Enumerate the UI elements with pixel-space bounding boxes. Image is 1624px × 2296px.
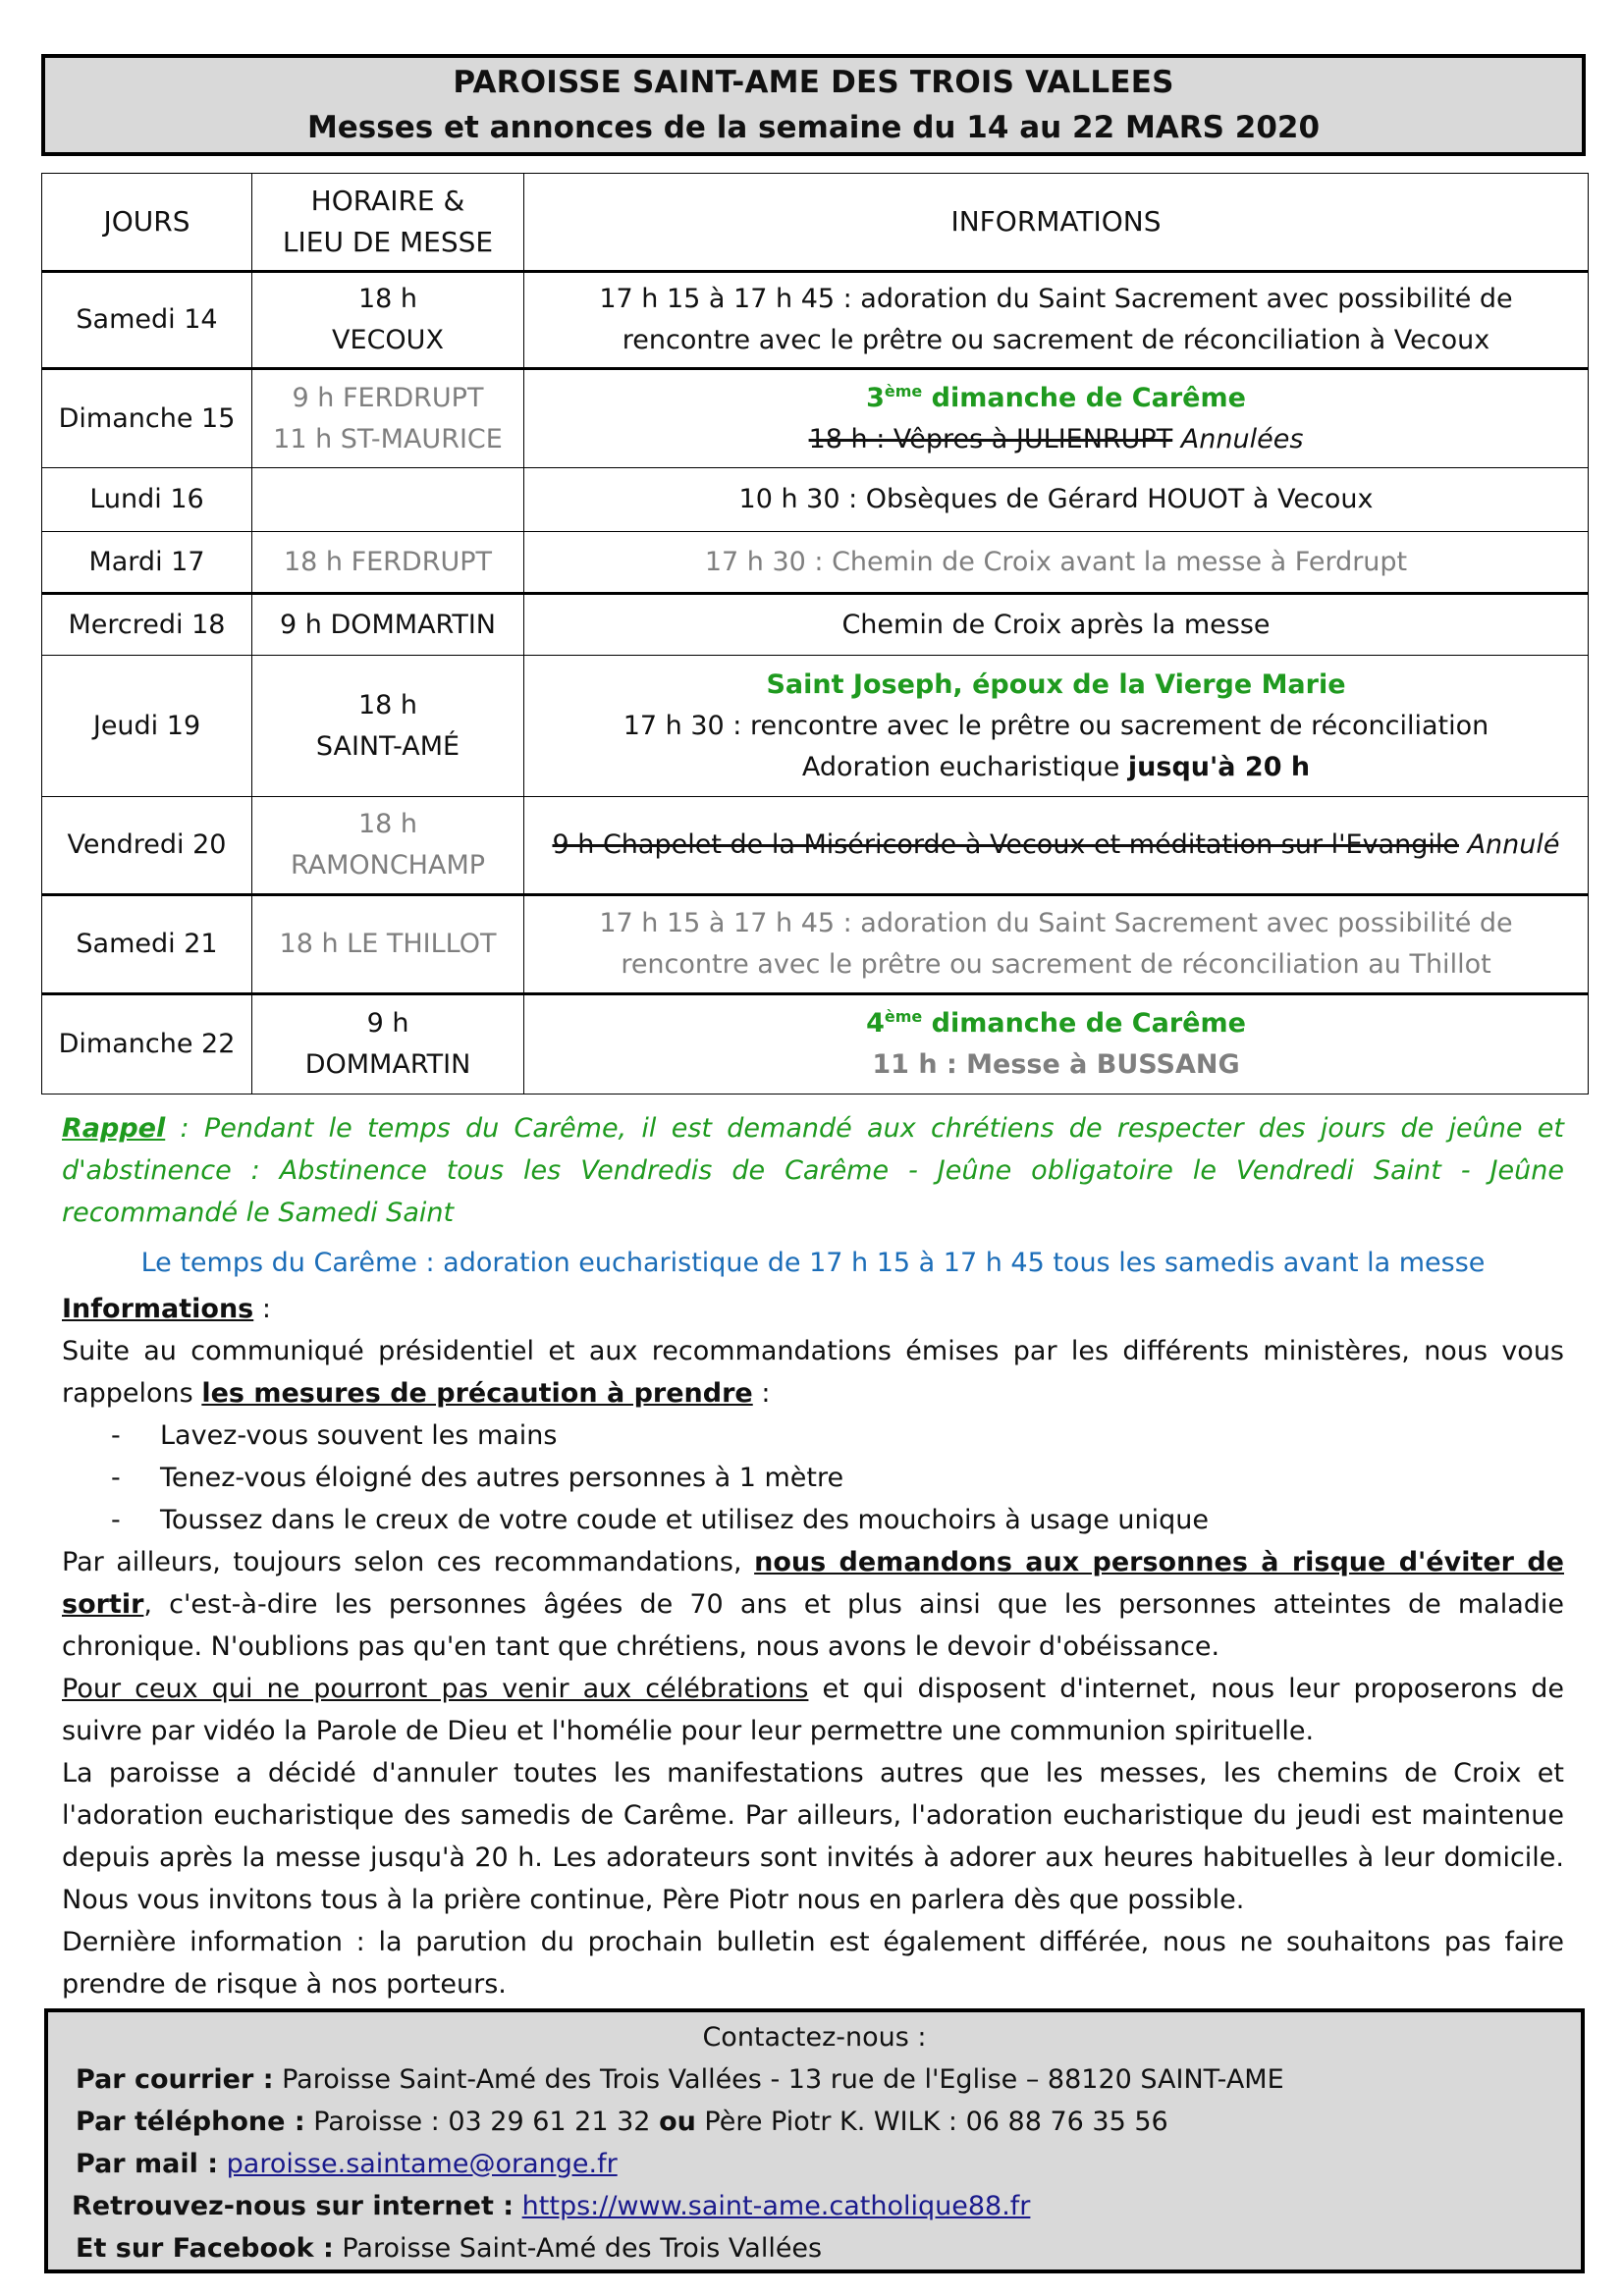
rappel-paragraph: Rappel : Pendant le temps du Carême, il est demandé aux chrétiens de respecter des jours de jeûne et d'abstinence : Abstinence tous les Vendredis de Carême - Jeûne obligatoire le Vendredi Saint - Jeûne recommandé le Samedi Saint	[62, 1113, 1564, 1228]
info-paragraph-2: Par ailleurs, toujours selon ces recommandations, nous demandons aux personnes à risque d'éviter de sortir, c'est-à-dire les personnes âgées de 70 ans et plus ainsi que les personnes atteintes de maladie chronique. N'oublions pas qu'en tant que chrétiens, nous avons le devoir d'obéissance.	[62, 1547, 1564, 1662]
day-cell: Lundi 16	[42, 468, 252, 532]
informations-heading: Informations	[62, 1294, 254, 1324]
schedule-table	[41, 173, 1589, 1095]
mass-cell	[252, 468, 524, 532]
list-item: - Tenez-vous éloigné des autres personnes à 1 mètre	[111, 1457, 1564, 1499]
day-cell: Samedi 14	[42, 272, 252, 369]
day-cell: Vendredi 20	[42, 797, 252, 895]
lent-adoration-note: Le temps du Carême : adoration eucharistique de 17 h 15 à 17 h 45 tous les samedis avant la messe	[140, 1248, 1486, 1278]
contact-title: Contactez-nous :	[702, 2022, 927, 2053]
list-item: - Lavez-vous souvent les mains	[111, 1415, 1564, 1457]
day-cell: Mardi 17	[42, 532, 252, 594]
info-paragraph-5: Dernière information : la parution du prochain bulletin est également différée, nous ne souhaitons pas faire prendre de risque à nos porteurs.	[62, 1927, 1564, 2000]
mass-cell: 18 h FERDRUPT	[252, 532, 524, 594]
parish-title: PAROISSE SAINT-AME DES TROIS VALLEES	[453, 65, 1174, 100]
contact-box	[44, 2008, 1585, 2273]
website-link[interactable]: https://www.saint-ame.catholique88.fr	[521, 2191, 1031, 2221]
info-cell: Chemin de Croix après la messe	[524, 594, 1589, 656]
mass-cell: 9 h DOMMARTIN	[252, 994, 524, 1095]
table-row	[42, 369, 1589, 468]
mass-cell: 18 h RAMONCHAMP	[252, 797, 524, 895]
cancelled-note: Annulé	[1459, 829, 1560, 860]
table-row	[42, 656, 1589, 797]
info-cell: 10 h 30 : Obsèques de Gérard HOUOT à Vecoux	[524, 468, 1589, 532]
day-cell: Jeudi 19	[42, 656, 252, 797]
contact-facebook-row: Et sur Facebook : Paroisse Saint-Amé des Trois Vallées	[76, 2233, 823, 2264]
info-cell: Saint Joseph, époux de la Vierge Marie 17 h 30 : rencontre avec le prêtre ou sacrement de réconciliation Adoration eucharistique jusqu'à 20 h	[524, 656, 1589, 797]
day-cell: Dimanche 15	[42, 369, 252, 468]
day-cell: Samedi 21	[42, 895, 252, 994]
contact-email-row: Par mail : paroisse.saintame@orange.fr	[76, 2149, 618, 2179]
cancelled-note: Annulées	[1172, 423, 1304, 454]
table-header-row	[42, 174, 1589, 272]
informations-section: Informations : Suite au communiqué présidentiel et aux recommandations émises par les différents ministères, nous vous rappelons les mesures de précaution à prendre : - Lavez-vous souvent les mains - Tenez-vous éloigné des autres personnes à 1 mètre - Toussez dans le creux de votre coude et utilisez des mouchoirs à usage unique Par ailleurs, toujours selon ces recommandations, nous demandons aux personnes à risque d'éviter de sortir, c'est-à-dire les personnes âgées de 70 ans et plus ainsi que les personnes atteintes de maladie chronique. N'oublions pas qu'en tant que chrétiens, nous avons le devoir d'obéissance. Pour ceux qui ne pourront pas venir aux célébrations et qui disposent d'internet, nous leur proposerons de suivre par vidéo la Parole de Dieu et l'homélie pour leur permettre une communion spirituelle. La paroisse a décidé d'annuler toutes les manifestations autres que les messes, les chemins de Croix et l'adoration eucharistique des samedis de Carême. Par ailleurs, l'adoration eucharistique du jeudi est maintenue depuis après la messe jusqu'à 20 h. Les adorateurs sont invités à adorer aux heures habituelles à leur domicile. Nous vous invitons tous à la prière continue, Père Piotr nous en parlera dès que possible. Dernière information : la parution du prochain bulletin est également différée, nous ne souhaitons pas faire prendre de risque à nos porteurs.	[62, 1288, 1564, 2005]
bulletin-subtitle: Messes et annonces de la semaine du 14 au 22 MARS 2020	[306, 110, 1321, 145]
col-header-info: INFORMATIONS	[524, 174, 1589, 272]
rappel-label: Rappel	[62, 1113, 166, 1144]
header-box	[41, 54, 1586, 156]
day-cell: Mercredi 18	[42, 594, 252, 656]
table-row	[42, 895, 1589, 994]
feast-title: Saint Joseph, époux de la Vierge Marie	[766, 668, 1346, 700]
email-link[interactable]: paroisse.saintame@orange.fr	[226, 2149, 618, 2179]
table-row	[42, 272, 1589, 369]
info-cell: 17 h 15 à 17 h 45 : adoration du Saint Sacrement avec possibilité de rencontre avec le prêtre ou sacrement de réconciliation à Vecoux	[524, 272, 1589, 369]
table-row	[42, 468, 1589, 532]
contact-mail-row: Par courrier : Paroisse Saint-Amé des Trois Vallées - 13 rue de l'Eglise – 88120 SAINT-AME	[76, 2064, 1284, 2095]
mass-cell: 9 h FERDRUPT 11 h ST-MAURICE	[252, 369, 524, 468]
info-paragraph-3: Pour ceux qui ne pourront pas venir aux célébrations et qui disposent d'internet, nous leur proposerons de suivre par vidéo la Parole de Dieu et l'homélie pour leur permettre une communion spirituelle.	[62, 1674, 1564, 1746]
table-row	[42, 797, 1589, 895]
info-cell: 17 h 15 à 17 h 45 : adoration du Saint Sacrement avec possibilité de rencontre avec le prêtre ou sacrement de réconciliation au Thillot	[524, 895, 1589, 994]
col-header-mass: HORAIRE & LIEU DE MESSE	[252, 174, 524, 272]
info-cell: 4ème dimanche de Carême 11 h : Messe à BUSSANG	[524, 994, 1589, 1095]
cancelled-event: 9 h Chapelet de la Miséricorde à Vecoux et méditation sur l'Evangile	[552, 829, 1459, 860]
col-header-days: JOURS	[42, 174, 252, 272]
table-row	[42, 532, 1589, 594]
contact-phone-row: Par téléphone : Paroisse : 03 29 61 21 32 ou Père Piotr K. WILK : 06 88 76 35 56	[76, 2107, 1168, 2137]
info-paragraph-4: La paroisse a décidé d'annuler toutes les manifestations autres que les messes, les chemins de Croix et l'adoration eucharistique des samedis de Carême. Par ailleurs, l'adoration eucharistique du jeudi est maintenue depuis après la messe jusqu'à 20 h. Les adorateurs sont invités à adorer aux heures habituelles à leur domicile. Nous vous invitons tous à la prière continue, Père Piotr nous en parlera dès que possible.	[62, 1758, 1564, 1915]
mass-cell: 18 h LE THILLOT	[252, 895, 524, 994]
info-cell: 17 h 30 : Chemin de Croix avant la messe à Ferdrupt	[524, 532, 1589, 594]
feast-title: 4ème dimanche de Carême	[866, 1007, 1246, 1039]
info-cell	[524, 797, 1589, 895]
list-item: - Toussez dans le creux de votre coude et utilisez des mouchoirs à usage unique	[111, 1499, 1564, 1541]
feast-title: 3ème dimanche de Carême	[866, 381, 1246, 413]
info-cell	[524, 369, 1589, 468]
info-paragraph-1: Suite au communiqué présidentiel et aux recommandations émises par les différents ministères, nous vous rappelons les mesures de précaution à prendre :	[62, 1336, 1564, 1409]
table-row	[42, 994, 1589, 1095]
cancelled-event: 18 h : Vêpres à JULIENRUPT	[808, 423, 1173, 454]
day-cell: Dimanche 22	[42, 994, 252, 1095]
precaution-list	[62, 1415, 1564, 1541]
contact-web-row: Retrouvez-nous sur internet : https://www.saint-ame.catholique88.fr	[72, 2191, 1031, 2221]
mass-cell: 18 h SAINT-AMÉ	[252, 656, 524, 797]
table-row	[42, 594, 1589, 656]
mass-cell: 18 h VECOUX	[252, 272, 524, 369]
mass-cell: 9 h DOMMARTIN	[252, 594, 524, 656]
